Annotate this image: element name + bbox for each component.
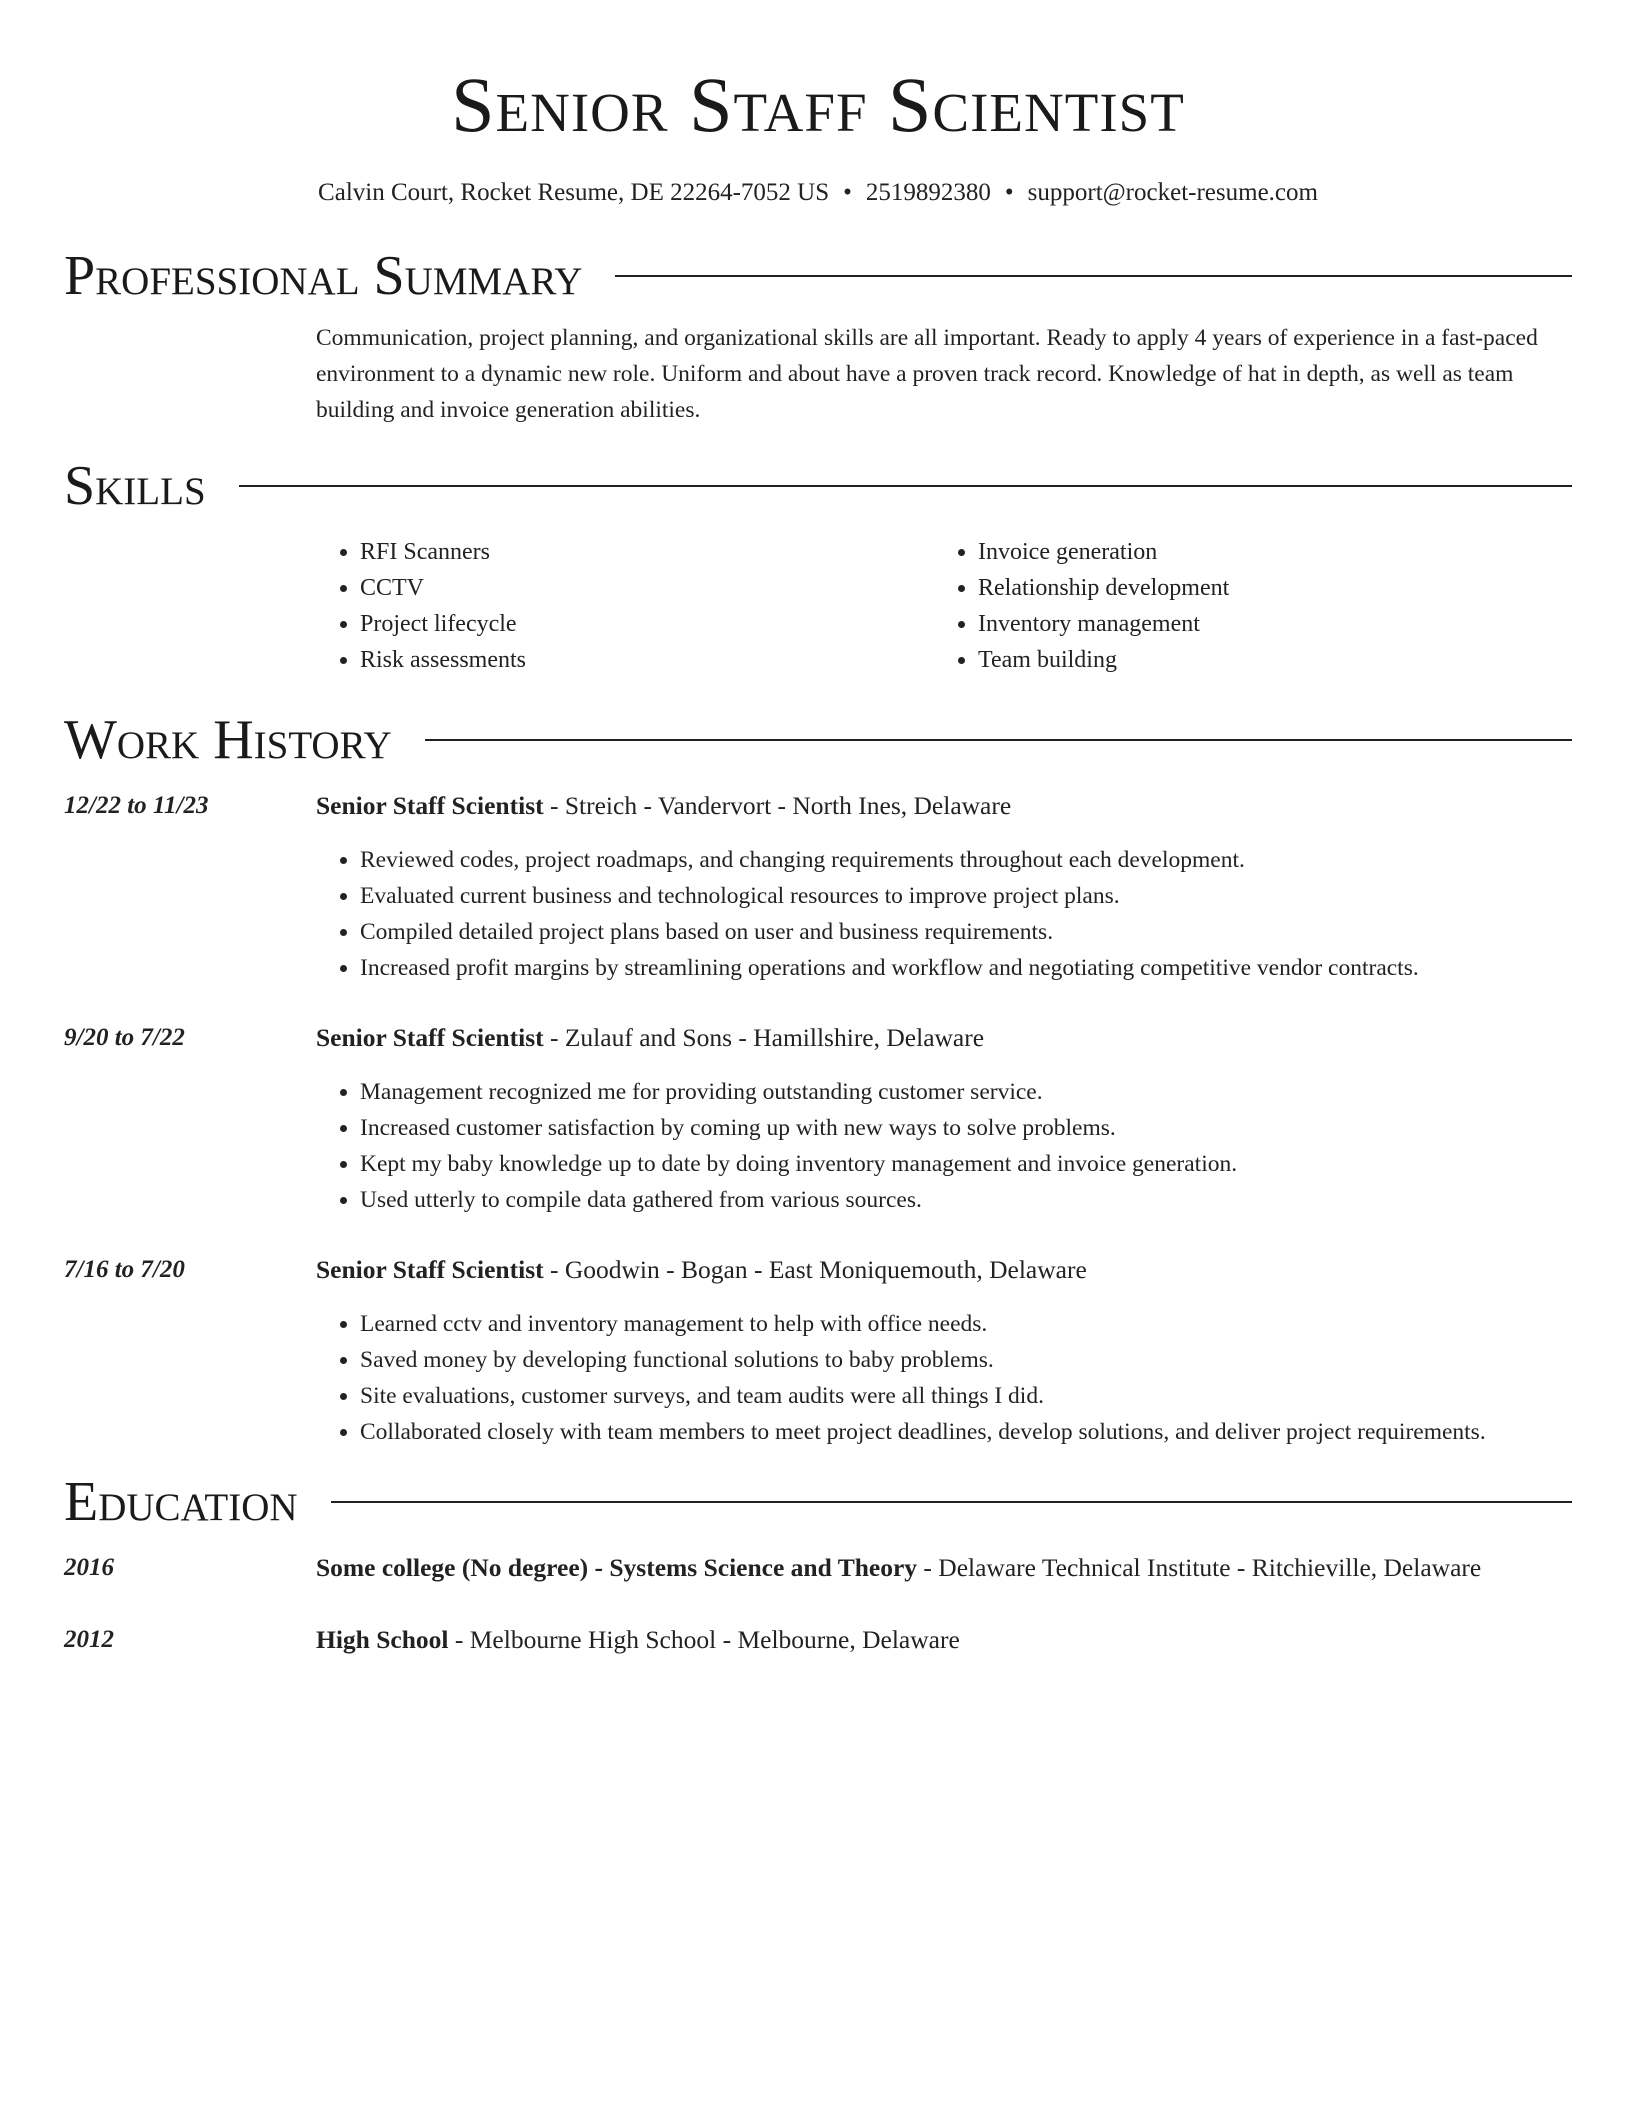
work-section-header (64, 708, 1572, 772)
job-bullets (316, 842, 1572, 986)
section-divider (331, 1501, 1572, 1503)
job-bullet: • Learned cctv and inventory management to help with office needs. (360, 1306, 1572, 1342)
education-line (316, 1550, 1572, 1586)
job-bullet: • Kept my baby knowledge up to date by doing inventory management and invoice generation. (360, 1146, 1572, 1182)
job-title: Senior Staff Scientist (316, 1023, 544, 1052)
job-bullet: • Management recognized me for providing outstanding customer service. (360, 1074, 1572, 1110)
education-degree: Some college (No degree) - Systems Science and Theory (316, 1553, 918, 1582)
job-bullet: • Reviewed codes, project roadmaps, and changing requirements throughout each development. (360, 842, 1572, 878)
section-divider (425, 739, 1572, 741)
job-bullet: • Site evaluations, customer surveys, and team audits were all things I did. (360, 1378, 1572, 1414)
skills-list (316, 534, 1572, 678)
contact-line (64, 178, 1572, 208)
section-divider (239, 485, 1572, 487)
education-section-header (64, 1470, 1572, 1534)
job-heading (316, 1252, 1572, 1288)
contact-address: Calvin Court, Rocket Resume, DE 22264-7052 US (318, 179, 830, 206)
education-details: - Delaware Technical Institute - Ritchieville, Delaware (917, 1553, 1482, 1582)
skill-item: • Project lifecycle (360, 606, 934, 642)
skills-column-right (934, 534, 1552, 678)
education-degree: High School (316, 1625, 449, 1654)
job-details: - Goodwin - Bogan - East Moniquemouth, Delaware (543, 1255, 1087, 1284)
resume-name: Senior Staff Scientist (451, 61, 1185, 148)
skill-item: • Team building (978, 642, 1552, 678)
skills-heading: Skills (64, 455, 206, 517)
summary-heading: Professional Summary (64, 245, 583, 307)
job-heading (316, 788, 1572, 824)
contact-phone: 2519892380 (865, 179, 991, 206)
section-divider (615, 275, 1572, 277)
job-bullets (316, 1306, 1572, 1450)
education-entry (64, 1550, 1572, 1586)
work-heading: Work History (64, 709, 392, 771)
education-details: - Melbourne High School - Melbourne, Delaware (448, 1625, 960, 1654)
job-entry (64, 788, 1572, 986)
job-bullet: • Evaluated current business and technological resources to improve project plans. (360, 878, 1572, 914)
skill-item: • Relationship development (978, 570, 1552, 606)
skill-item: • RFI Scanners (360, 534, 934, 570)
job-dates: 9/20 to 7/22 (64, 1024, 185, 1051)
job-title: Senior Staff Scientist (316, 1255, 544, 1284)
job-bullet: • Collaborated closely with team members to meet project deadlines, develop solutions, and deliver project requirements. (360, 1414, 1572, 1450)
education-line (316, 1622, 1572, 1658)
job-dates: 7/16 to 7/20 (64, 1256, 185, 1283)
summary-text: Communication, project planning, and organizational skills are all important. Ready to apply 4 years of experience in a fast-paced environment to a dynamic new role. Uniform and about have a proven track record. Knowledge of hat in depth, as well as team building and invoice generation abilities. (316, 325, 1538, 423)
job-bullet: • Used utterly to compile data gathered from various sources. (360, 1182, 1572, 1218)
job-bullet: • Compiled detailed project plans based on user and business requirements. (360, 914, 1572, 950)
job-heading (316, 1020, 1572, 1056)
contact-email: support@rocket-resume.com (1027, 179, 1318, 206)
job-bullet: • Saved money by developing functional solutions to baby problems. (360, 1342, 1572, 1378)
contact-separator: • (1004, 179, 1014, 206)
skill-item: • Invoice generation (978, 534, 1552, 570)
resume-page (64, 0, 1572, 1658)
education-year: 2012 (64, 1626, 114, 1653)
job-bullet: • Increased customer satisfaction by coming up with new ways to solve problems. (360, 1110, 1572, 1146)
contact-separator: • (843, 179, 852, 206)
job-details: - Streich - Vandervort - North Ines, Delaware (543, 791, 1012, 820)
skills-column-left (316, 534, 934, 678)
job-entry (64, 1020, 1572, 1218)
summary-section-header (64, 244, 1572, 308)
education-entry (64, 1622, 1572, 1658)
education-heading: Education (64, 1471, 298, 1533)
skill-item: • Inventory management (978, 606, 1552, 642)
job-details: - Zulauf and Sons - Hamillshire, Delaware (543, 1023, 985, 1052)
education-year: 2016 (64, 1554, 114, 1581)
job-entry (64, 1252, 1572, 1450)
job-bullets (316, 1074, 1572, 1218)
job-bullet: • Increased profit margins by streamlining operations and workflow and negotiating competitive vendor contracts. (360, 950, 1572, 986)
skill-item: • CCTV (360, 570, 934, 606)
skills-section-header (64, 454, 1572, 518)
job-dates: 12/22 to 11/23 (64, 792, 209, 819)
skill-item: • Risk assessments (360, 642, 934, 678)
job-title: Senior Staff Scientist (316, 791, 544, 820)
